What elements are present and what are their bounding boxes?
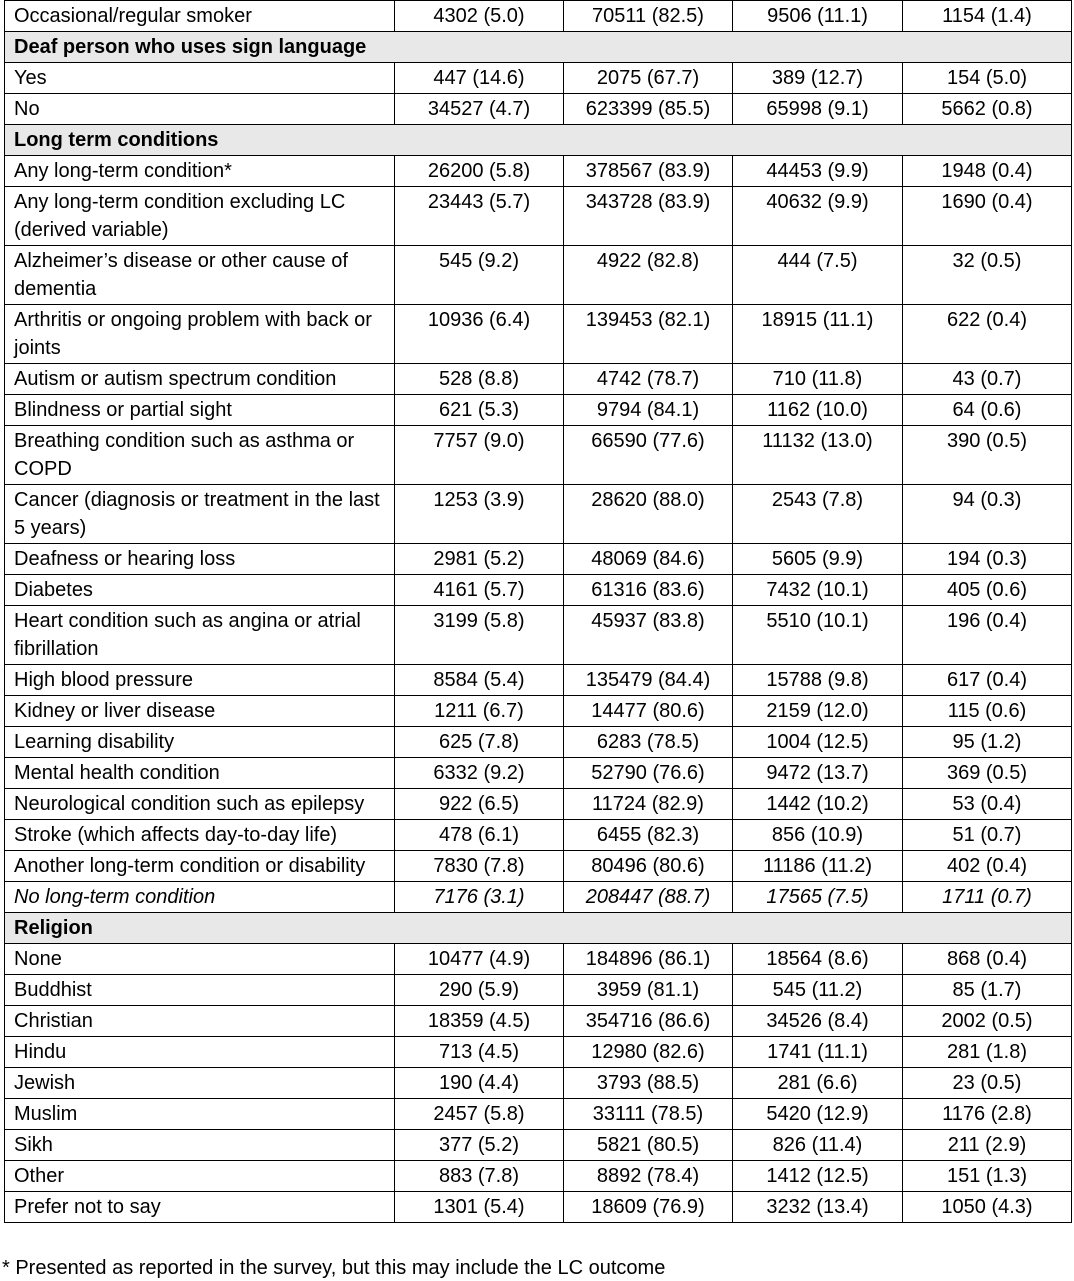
table-cell: 44453 (9.9): [733, 156, 903, 187]
table-cell: 33111 (78.5): [564, 1099, 733, 1130]
table-cell: 154 (5.0): [903, 63, 1072, 94]
data-table: [4, 0, 1072, 1223]
table-cell: 5420 (12.9): [733, 1099, 903, 1130]
table-cell: 18915 (11.1): [733, 305, 903, 364]
table-cell: 7830 (7.8): [395, 851, 564, 882]
table-cell: 883 (7.8): [395, 1161, 564, 1192]
table-cell: 1948 (0.4): [903, 156, 1072, 187]
row-label: Jewish: [5, 1068, 395, 1099]
table-cell: 7757 (9.0): [395, 426, 564, 485]
table-cell: 2457 (5.8): [395, 1099, 564, 1130]
table-cell: 545 (11.2): [733, 975, 903, 1006]
row-label: Any long-term condition excluding LC (derived variable): [5, 187, 395, 246]
table-row: [5, 156, 1072, 187]
table-cell: 11724 (82.9): [564, 789, 733, 820]
table-cell: 52790 (76.6): [564, 758, 733, 789]
row-label: Christian: [5, 1006, 395, 1037]
table-cell: 11132 (13.0): [733, 426, 903, 485]
table-cell: 447 (14.6): [395, 63, 564, 94]
table-cell: 625 (7.8): [395, 727, 564, 758]
table-cell: 10477 (4.9): [395, 944, 564, 975]
table-cell: 9472 (13.7): [733, 758, 903, 789]
table-row: [5, 1068, 1072, 1099]
data-table-container: [4, 0, 1071, 1223]
table-cell: 617 (0.4): [903, 665, 1072, 696]
table-cell: 3793 (88.5): [564, 1068, 733, 1099]
row-label: Alzheimer’s disease or other cause of dementia: [5, 246, 395, 305]
row-label: Neurological condition such as epilepsy: [5, 789, 395, 820]
table-body: [5, 1, 1072, 1223]
table-cell: 5510 (10.1): [733, 606, 903, 665]
table-row: [5, 1, 1072, 32]
table-cell: 528 (8.8): [395, 364, 564, 395]
row-label: Autism or autism spectrum condition: [5, 364, 395, 395]
row-label: Cancer (diagnosis or treatment in the last 5 years): [5, 485, 395, 544]
table-cell: 6283 (78.5): [564, 727, 733, 758]
table-row: [5, 63, 1072, 94]
table-row: [5, 1037, 1072, 1068]
table-cell: 48069 (84.6): [564, 544, 733, 575]
table-row: [5, 426, 1072, 485]
row-label: High blood pressure: [5, 665, 395, 696]
table-cell: 8892 (78.4): [564, 1161, 733, 1192]
table-cell: 34526 (8.4): [733, 1006, 903, 1037]
row-label: Mental health condition: [5, 758, 395, 789]
table-row: [5, 1161, 1072, 1192]
section-header-label: Long term conditions: [5, 125, 1072, 156]
table-cell: 3199 (5.8): [395, 606, 564, 665]
table-cell: 2075 (67.7): [564, 63, 733, 94]
row-label: Buddhist: [5, 975, 395, 1006]
table-row: [5, 975, 1072, 1006]
table-cell: 12980 (82.6): [564, 1037, 733, 1068]
table-cell: 61316 (83.6): [564, 575, 733, 606]
table-row: [5, 882, 1072, 913]
table-cell: 194 (0.3): [903, 544, 1072, 575]
row-label: Muslim: [5, 1099, 395, 1130]
table-row: [5, 395, 1072, 426]
table-cell: 444 (7.5): [733, 246, 903, 305]
table-cell: 23443 (5.7): [395, 187, 564, 246]
table-cell: 208447 (88.7): [564, 882, 733, 913]
table-row: [5, 1006, 1072, 1037]
table-cell: 369 (0.5): [903, 758, 1072, 789]
table-row: [5, 575, 1072, 606]
table-cell: 18564 (8.6): [733, 944, 903, 975]
table-row: [5, 727, 1072, 758]
table-cell: 1176 (2.8): [903, 1099, 1072, 1130]
row-label: Yes: [5, 63, 395, 94]
table-cell: 1154 (1.4): [903, 1, 1072, 32]
table-cell: 184896 (86.1): [564, 944, 733, 975]
table-cell: 378567 (83.9): [564, 156, 733, 187]
row-label: No: [5, 94, 395, 125]
row-label: Diabetes: [5, 575, 395, 606]
table-cell: 1711 (0.7): [903, 882, 1072, 913]
table-row: [5, 665, 1072, 696]
table-cell: 190 (4.4): [395, 1068, 564, 1099]
table-cell: 23 (0.5): [903, 1068, 1072, 1099]
table-cell: 623399 (85.5): [564, 94, 733, 125]
table-cell: 66590 (77.6): [564, 426, 733, 485]
table-cell: 1253 (3.9): [395, 485, 564, 544]
table-cell: 1050 (4.3): [903, 1192, 1072, 1223]
row-label: No long-term condition: [5, 882, 395, 913]
table-row: [5, 246, 1072, 305]
row-label: Stroke (which affects day-to-day life): [5, 820, 395, 851]
table-cell: 5605 (9.9): [733, 544, 903, 575]
section-header-row: [5, 913, 1072, 944]
row-label: Blindness or partial sight: [5, 395, 395, 426]
table-cell: 1211 (6.7): [395, 696, 564, 727]
row-label: Any long-term condition*: [5, 156, 395, 187]
table-cell: 710 (11.8): [733, 364, 903, 395]
table-cell: 1690 (0.4): [903, 187, 1072, 246]
table-cell: 53 (0.4): [903, 789, 1072, 820]
row-label: None: [5, 944, 395, 975]
table-cell: 1162 (10.0): [733, 395, 903, 426]
table-cell: 3232 (13.4): [733, 1192, 903, 1223]
table-cell: 6455 (82.3): [564, 820, 733, 851]
table-cell: 135479 (84.4): [564, 665, 733, 696]
table-cell: 32 (0.5): [903, 246, 1072, 305]
table-row: [5, 696, 1072, 727]
table-cell: 65998 (9.1): [733, 94, 903, 125]
row-label: Other: [5, 1161, 395, 1192]
table-cell: 6332 (9.2): [395, 758, 564, 789]
section-header-label: Deaf person who uses sign language: [5, 32, 1072, 63]
table-cell: 40632 (9.9): [733, 187, 903, 246]
table-cell: 18609 (76.9): [564, 1192, 733, 1223]
table-cell: 402 (0.4): [903, 851, 1072, 882]
table-cell: 7432 (10.1): [733, 575, 903, 606]
table-cell: 868 (0.4): [903, 944, 1072, 975]
table-cell: 4302 (5.0): [395, 1, 564, 32]
table-cell: 2981 (5.2): [395, 544, 564, 575]
table-cell: 17565 (7.5): [733, 882, 903, 913]
table-cell: 15788 (9.8): [733, 665, 903, 696]
table-footnote: * Presented as reported in the survey, but this may include the LC outcome: [2, 1257, 666, 1279]
table-cell: 1741 (11.1): [733, 1037, 903, 1068]
table-cell: 290 (5.9): [395, 975, 564, 1006]
table-cell: 4742 (78.7): [564, 364, 733, 395]
section-header-row: [5, 125, 1072, 156]
table-cell: 922 (6.5): [395, 789, 564, 820]
table-cell: 622 (0.4): [903, 305, 1072, 364]
table-cell: 2159 (12.0): [733, 696, 903, 727]
table-cell: 34527 (4.7): [395, 94, 564, 125]
table-cell: 139453 (82.1): [564, 305, 733, 364]
table-cell: 28620 (88.0): [564, 485, 733, 544]
row-label: Learning disability: [5, 727, 395, 758]
table-cell: 8584 (5.4): [395, 665, 564, 696]
table-cell: 151 (1.3): [903, 1161, 1072, 1192]
table-cell: 281 (1.8): [903, 1037, 1072, 1068]
table-row: [5, 1192, 1072, 1223]
table-cell: 95 (1.2): [903, 727, 1072, 758]
table-cell: 621 (5.3): [395, 395, 564, 426]
table-cell: 43 (0.7): [903, 364, 1072, 395]
table-cell: 70511 (82.5): [564, 1, 733, 32]
table-cell: 713 (4.5): [395, 1037, 564, 1068]
table-cell: 826 (11.4): [733, 1130, 903, 1161]
table-cell: 390 (0.5): [903, 426, 1072, 485]
table-cell: 2002 (0.5): [903, 1006, 1072, 1037]
table-cell: 377 (5.2): [395, 1130, 564, 1161]
table-cell: 64 (0.6): [903, 395, 1072, 426]
table-row: [5, 1099, 1072, 1130]
table-row: [5, 851, 1072, 882]
table-row: [5, 94, 1072, 125]
row-label: Prefer not to say: [5, 1192, 395, 1223]
table-cell: 45937 (83.8): [564, 606, 733, 665]
table-row: [5, 187, 1072, 246]
table-cell: 9794 (84.1): [564, 395, 733, 426]
table-cell: 85 (1.7): [903, 975, 1072, 1006]
section-header-row: [5, 32, 1072, 63]
table-cell: 5821 (80.5): [564, 1130, 733, 1161]
row-label: Hindu: [5, 1037, 395, 1068]
table-row: [5, 364, 1072, 395]
table-row: [5, 758, 1072, 789]
table-cell: 211 (2.9): [903, 1130, 1072, 1161]
table-cell: 9506 (11.1): [733, 1, 903, 32]
table-cell: 10936 (6.4): [395, 305, 564, 364]
table-cell: 51 (0.7): [903, 820, 1072, 851]
table-cell: 405 (0.6): [903, 575, 1072, 606]
row-label: Heart condition such as angina or atrial fibrillation: [5, 606, 395, 665]
table-cell: 281 (6.6): [733, 1068, 903, 1099]
table-cell: 26200 (5.8): [395, 156, 564, 187]
table-row: [5, 544, 1072, 575]
table-cell: 115 (0.6): [903, 696, 1072, 727]
table-row: [5, 305, 1072, 364]
table-cell: 343728 (83.9): [564, 187, 733, 246]
row-label: Arthritis or ongoing problem with back or joints: [5, 305, 395, 364]
table-cell: 18359 (4.5): [395, 1006, 564, 1037]
table-cell: 11186 (11.2): [733, 851, 903, 882]
table-cell: 2543 (7.8): [733, 485, 903, 544]
table-cell: 1004 (12.5): [733, 727, 903, 758]
table-cell: 4922 (82.8): [564, 246, 733, 305]
table-cell: 4161 (5.7): [395, 575, 564, 606]
table-cell: 7176 (3.1): [395, 882, 564, 913]
table-row: [5, 606, 1072, 665]
section-header-label: Religion: [5, 913, 1072, 944]
row-label: Sikh: [5, 1130, 395, 1161]
row-label: Another long-term condition or disability: [5, 851, 395, 882]
table-row: [5, 820, 1072, 851]
table-cell: 1412 (12.5): [733, 1161, 903, 1192]
table-cell: 478 (6.1): [395, 820, 564, 851]
table-row: [5, 1130, 1072, 1161]
table-cell: 1442 (10.2): [733, 789, 903, 820]
row-label: Kidney or liver disease: [5, 696, 395, 727]
row-label: Deafness or hearing loss: [5, 544, 395, 575]
table-row: [5, 944, 1072, 975]
table-cell: 856 (10.9): [733, 820, 903, 851]
row-label: Occasional/regular smoker: [5, 1, 395, 32]
table-cell: 1301 (5.4): [395, 1192, 564, 1223]
table-cell: 545 (9.2): [395, 246, 564, 305]
table-row: [5, 485, 1072, 544]
table-cell: 196 (0.4): [903, 606, 1072, 665]
table-cell: 94 (0.3): [903, 485, 1072, 544]
table-cell: 14477 (80.6): [564, 696, 733, 727]
table-cell: 389 (12.7): [733, 63, 903, 94]
row-label: Breathing condition such as asthma or COPD: [5, 426, 395, 485]
table-row: [5, 789, 1072, 820]
table-cell: 80496 (80.6): [564, 851, 733, 882]
table-cell: 354716 (86.6): [564, 1006, 733, 1037]
table-cell: 3959 (81.1): [564, 975, 733, 1006]
table-cell: 5662 (0.8): [903, 94, 1072, 125]
